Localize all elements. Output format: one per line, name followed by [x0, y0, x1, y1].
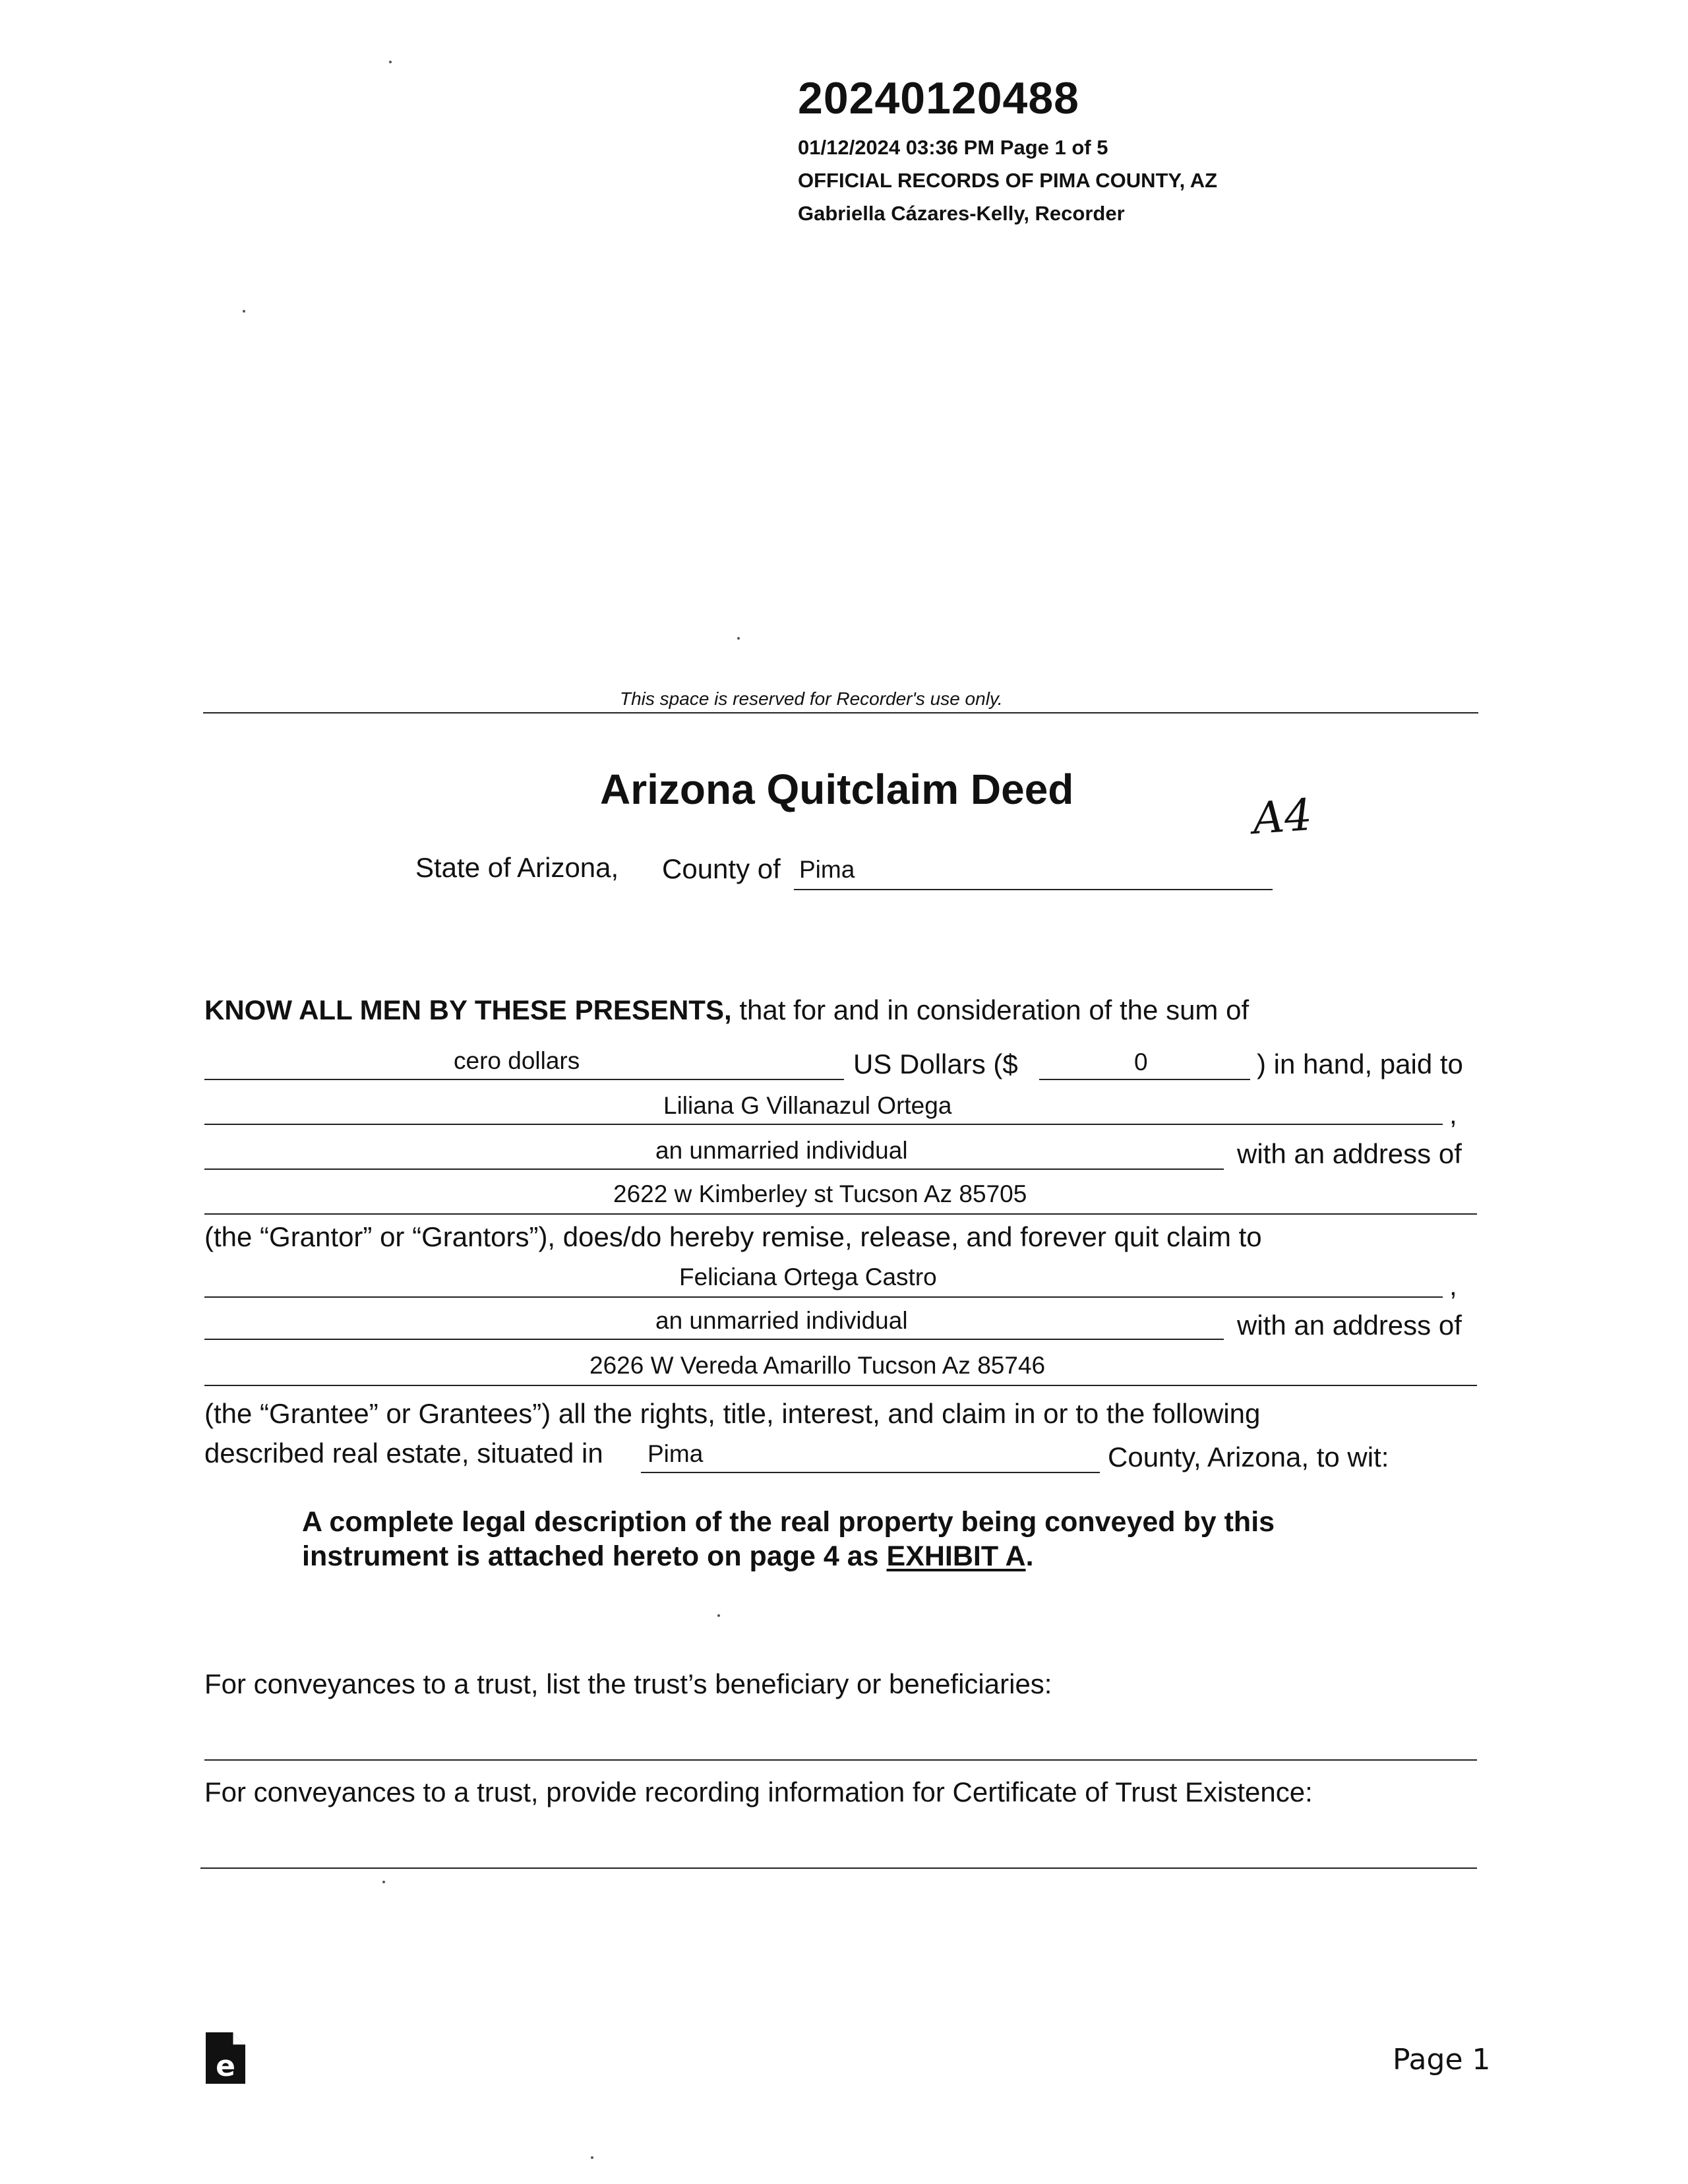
- grantee-address: 2626 W Vereda Amarillo Tucson Az 85746: [589, 1352, 1046, 1379]
- consideration-intro: [204, 994, 1249, 1026]
- legal-description-notice: [302, 1505, 1423, 1573]
- county-value: Pima: [799, 856, 855, 883]
- record-office: OFFICIAL RECORDS OF PIMA COUNTY, AZ: [798, 169, 1218, 192]
- situated-label: described real estate, situated in: [204, 1438, 603, 1469]
- county-underline: [794, 889, 1273, 890]
- know-all-men: KNOW ALL MEN BY THESE PRESENTS,: [204, 994, 732, 1025]
- e-document-icon: [203, 2031, 247, 2085]
- amount-number-underline: [1039, 1079, 1250, 1080]
- county-arizona-label: County, Arizona, to wit:: [1108, 1441, 1389, 1472]
- scan-speck: [737, 637, 740, 640]
- grantee-comma: ,: [1449, 1270, 1457, 1301]
- grantor-status-underline: [204, 1168, 1224, 1170]
- scan-speck: [717, 1614, 720, 1617]
- trust-beneficiary-line: [204, 1759, 1477, 1761]
- scan-speck: [382, 1881, 385, 1883]
- grantor-clause: (the “Grantor” or “Grantors”), does/do hereby remise, release, and forever quit claim to: [204, 1221, 1262, 1252]
- recorder-name: Gabriella Cázares-Kelly, Recorder: [798, 202, 1125, 225]
- grantor-name: Liliana G Villanazul Ortega: [663, 1092, 952, 1119]
- scan-speck: [389, 61, 392, 63]
- grantee-status-underline: [204, 1339, 1224, 1340]
- trust-certificate-label: For conveyances to a trust, provide recording information for Certificate of Trust Existence:: [204, 1776, 1313, 1807]
- grantee-address-label: with an address of: [1237, 1310, 1462, 1341]
- grantee-status: an unmarried individual: [655, 1307, 908, 1334]
- county-label: County of: [662, 853, 781, 884]
- deed-title: Arizona Quitclaim Deed: [600, 766, 1074, 813]
- us-dollars-label: US Dollars ($: [853, 1048, 1018, 1079]
- grantee-address-underline: [204, 1385, 1477, 1386]
- grantor-status: an unmarried individual: [655, 1137, 908, 1164]
- amount-words: cero dollars: [454, 1047, 580, 1074]
- amount-number: 0: [1134, 1048, 1148, 1076]
- state-label: State of Arizona,: [415, 852, 619, 883]
- trust-beneficiary-label: For conveyances to a trust, list the trust’s beneficiary or beneficiaries:: [204, 1668, 1052, 1699]
- record-number: 20240120488: [798, 73, 1080, 123]
- grantee-clause: (the “Grantee” or Grantees”) all the rights, title, interest, and claim in or to the following: [204, 1398, 1261, 1429]
- grantor-address: 2622 w Kimberley st Tucson Az 85705: [613, 1180, 1027, 1207]
- svg-text:e: e: [216, 2049, 235, 2083]
- grantor-address-underline: [204, 1213, 1477, 1215]
- page-number: Page 1: [1393, 2043, 1491, 2077]
- exhibit-a-reference: EXHIBIT A: [886, 1540, 1026, 1572]
- handwritten-mark: A4: [1251, 789, 1314, 845]
- property-county-value: Pima: [648, 1440, 704, 1467]
- grantor-name-underline: [204, 1124, 1443, 1125]
- property-county-underline: [641, 1472, 1100, 1473]
- scan-speck: [591, 2156, 593, 2159]
- reserved-divider: [203, 712, 1478, 713]
- grantor-address-label: with an address of: [1237, 1138, 1462, 1169]
- legal-description-period: .: [1025, 1540, 1034, 1572]
- paid-to-label: ) in hand, paid to: [1257, 1048, 1463, 1079]
- amount-words-underline: [204, 1079, 844, 1080]
- trust-certificate-line: [200, 1867, 1477, 1869]
- scan-speck: [243, 310, 245, 313]
- consideration-intro-rest: that for and in consideration of the sum of: [739, 994, 1250, 1025]
- grantor-comma: ,: [1449, 1099, 1457, 1130]
- grantee-name: Feliciana Ortega Castro: [679, 1263, 937, 1290]
- record-datetime-page: 01/12/2024 03:36 PM Page 1 of 5: [798, 136, 1108, 159]
- grantee-name-underline: [204, 1296, 1443, 1298]
- legal-description-text: A complete legal description of the real property being conveyed by this instrument is attached hereto on page 4 as: [302, 1506, 1275, 1572]
- reserved-note: This space is reserved for Recorder's use only.: [620, 688, 1003, 709]
